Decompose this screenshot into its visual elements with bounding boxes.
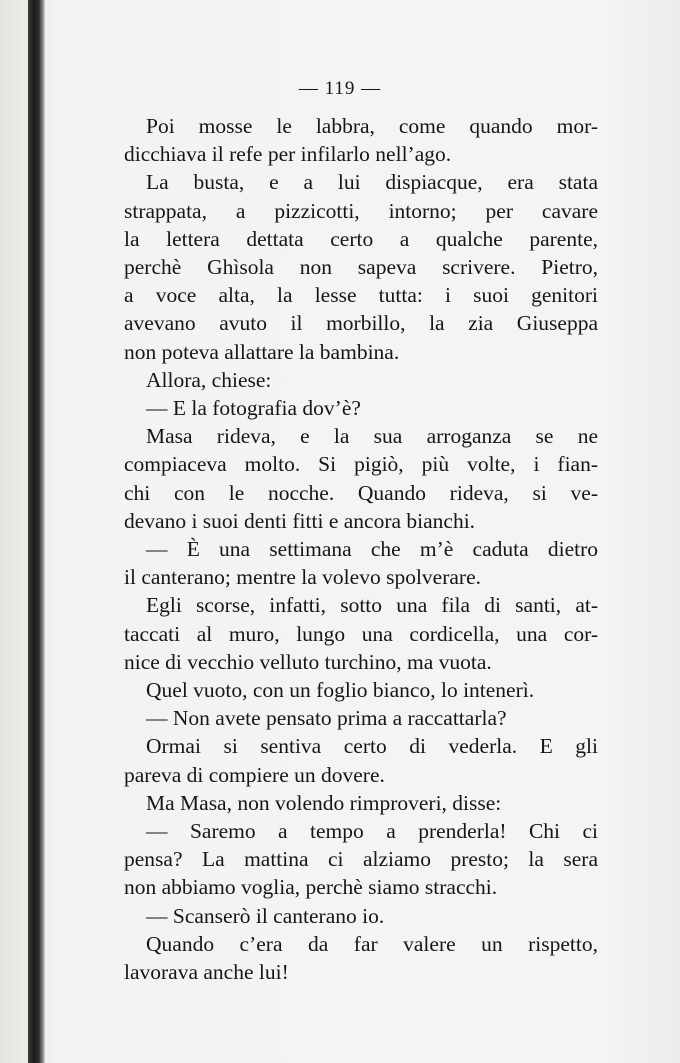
- text-line: Ormai si sentiva certo di vederla. E gli: [146, 734, 598, 759]
- text-line: — Saremo a tempo a prenderla! Chi ci: [146, 819, 598, 844]
- text-line: La busta, e a lui dispiacque, era stata: [146, 170, 598, 195]
- text-line: il canterano; mentre la volevo spolverare.: [124, 565, 481, 590]
- text-line: dicchiava il refe per infilarlo nell’ago.: [124, 142, 452, 167]
- text-line: Egli scorse, infatti, sotto una fila di santi, at-: [146, 593, 598, 618]
- text-line: perchè Ghìsola non sapeva scrivere. Pietro,: [124, 255, 598, 280]
- text-line: — E la fotografia dov’è?: [146, 396, 361, 421]
- text-line: la lettera dettata certo a qualche parente,: [124, 226, 598, 251]
- text-line: non poteva allattare la bambina.: [124, 339, 400, 364]
- text-line: chi con le nocche. Quando rideva, si ve-: [124, 480, 598, 505]
- text-line: nice di vecchio velluto turchino, ma vuota.: [124, 649, 492, 674]
- text-line: Quel vuoto, con un foglio bianco, lo intenerì.: [146, 678, 535, 703]
- text-line: pareva di compiere un dovere.: [124, 762, 385, 787]
- text-line: avevano avuto il morbillo, la zia Giuseppa: [124, 311, 598, 336]
- text-line: a voce alta, la lesse tutta: i suoi genitori: [124, 283, 598, 308]
- text-line: lavorava anche lui!: [124, 960, 289, 985]
- text-line: Allora, chiese:: [146, 367, 272, 392]
- text-line: Ma Masa, non volendo rimproveri, disse:: [146, 790, 502, 815]
- text-line: compiaceva molto. Si pigiò, più volte, i fian-: [124, 452, 598, 477]
- text-line: devano i suoi denti fitti e ancora bianchi.: [124, 508, 476, 533]
- text-line: — È una settimana che m’è caduta dietro: [146, 537, 598, 562]
- page-number: — 119 —: [298, 78, 382, 99]
- text-line: — Scanserò il canterano io.: [146, 903, 385, 928]
- text-line: Quando c’era da far valere un rispetto,: [146, 931, 598, 956]
- text-line: Poi mosse le labbra, come quando mor-: [146, 114, 598, 138]
- text-line: — Non avete pensato prima a raccattarla?: [146, 706, 507, 731]
- text-line: non abbiamo voglia, perchè siamo stracchi.: [124, 875, 498, 900]
- text-line: pensa? La mattina ci alziamo presto; la sera: [124, 847, 598, 872]
- page-body-text: [124, 112, 598, 986]
- text-line: taccati al muro, lungo una cordicella, una cor-: [124, 621, 598, 646]
- binding-edge: [28, 0, 45, 1063]
- text-line: strappata, a pizzicotti, intorno; per cavare: [124, 198, 598, 223]
- text-line: Masa rideva, e la sua arroganza se ne: [146, 424, 598, 449]
